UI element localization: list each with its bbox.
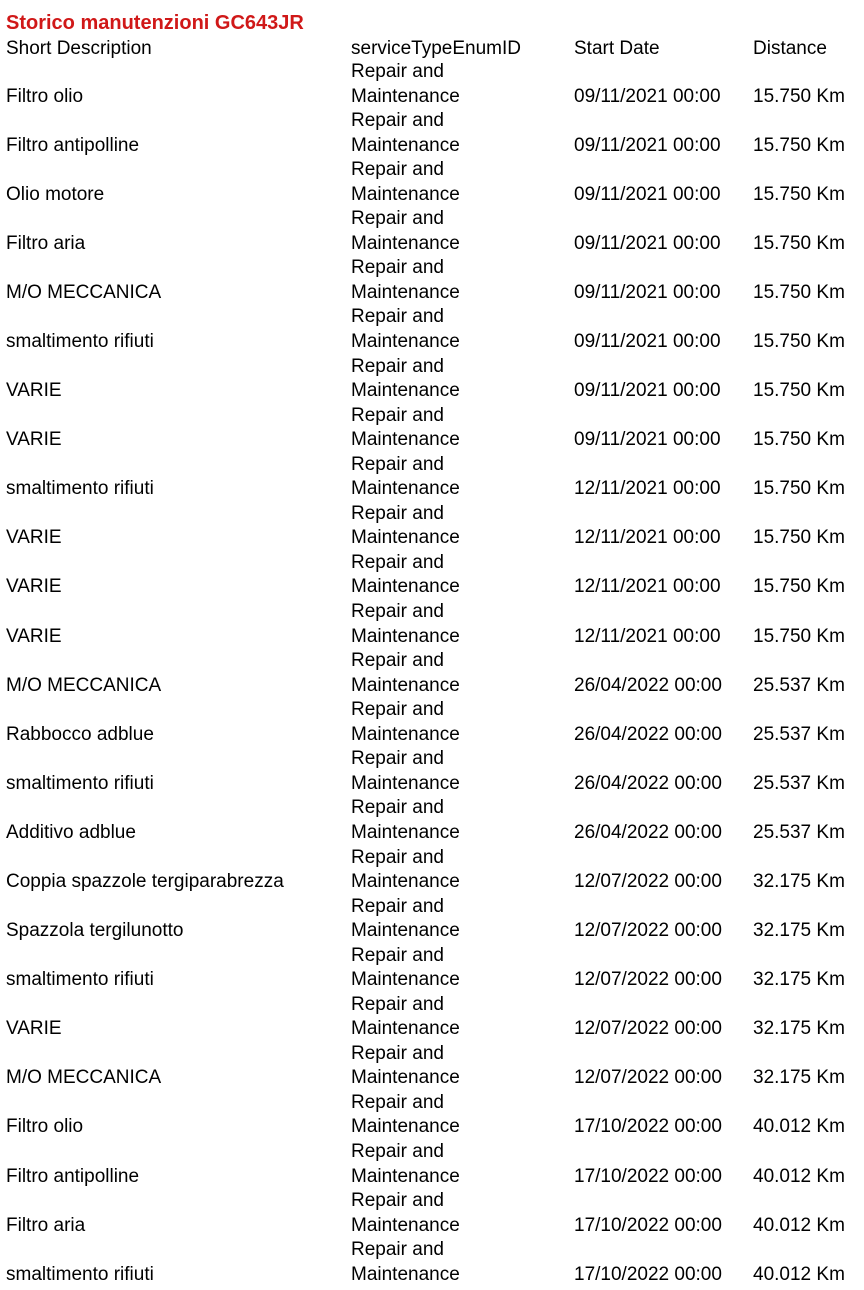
- short-description-cell: Filtro antipolline: [6, 134, 140, 156]
- report-title: Storico manutenzioni GC643JR: [6, 12, 304, 34]
- table-row: [0, 60, 864, 109]
- table-row: [0, 502, 864, 551]
- service-type-line-2: Maintenance: [351, 183, 460, 205]
- distance-cell: 32.175 Km: [753, 871, 845, 892]
- distance-cell: 25.537 Km: [753, 674, 845, 696]
- service-type-cell: [351, 993, 460, 1042]
- start-date-cell: 09/11/2021 00:00: [574, 380, 721, 402]
- short-description-cell: VARIE: [6, 429, 62, 451]
- short-description-cell: smaltimento rifiuti: [6, 330, 154, 352]
- service-type-line-1: Repair and: [351, 797, 444, 819]
- start-date-cell: 09/11/2021 00:00: [574, 429, 721, 451]
- short-description-cell: Coppia spazzole tergiparabrezza: [6, 871, 284, 892]
- service-type-line-2: Maintenance: [351, 969, 460, 991]
- service-type-line-2: Maintenance: [351, 134, 460, 156]
- start-date-cell: 09/11/2021 00:00: [574, 330, 721, 352]
- start-date-cell: 17/10/2022 00:00: [574, 1165, 722, 1187]
- short-description-cell: Filtro aria: [6, 232, 86, 254]
- distance-cell: 32.175 Km: [753, 969, 845, 991]
- service-type-line-1: Repair and: [351, 944, 444, 966]
- table-row: [0, 305, 864, 354]
- service-type-cell: [351, 60, 460, 109]
- service-type-cell: [351, 600, 460, 649]
- distance-cell: 15.750 Km: [753, 380, 845, 402]
- short-description-cell: Filtro olio: [6, 85, 84, 107]
- start-date-cell: 17/10/2022 00:00: [574, 1214, 722, 1236]
- service-type-line-2: Maintenance: [351, 1018, 460, 1040]
- start-date-cell: 12/11/2021 00:00: [574, 576, 721, 598]
- distance-cell: 15.750 Km: [753, 85, 845, 107]
- short-description-cell: M/O MECCANICA: [6, 281, 162, 303]
- short-description-cell: VARIE: [6, 1018, 62, 1040]
- service-type-line-2: Maintenance: [351, 85, 460, 107]
- start-date-cell: 12/11/2021 00:00: [574, 625, 721, 647]
- service-type-line-1: Repair and: [351, 110, 444, 132]
- service-type-line-1: Repair and: [351, 748, 444, 770]
- service-type-cell: [351, 502, 460, 551]
- service-type-cell: [351, 796, 460, 845]
- table-row: [0, 993, 864, 1042]
- table-row: [0, 698, 864, 747]
- column-header-start-date: Start Date: [574, 38, 660, 59]
- start-date-cell: 12/07/2022 00:00: [574, 1067, 722, 1089]
- short-description-cell: Spazzola tergilunotto: [6, 920, 184, 942]
- start-date-cell: 26/04/2022 00:00: [574, 723, 722, 745]
- service-type-cell: [351, 1238, 460, 1287]
- service-type-line-1: Repair and: [351, 1190, 444, 1212]
- short-description-cell: Additivo adblue: [6, 821, 136, 843]
- service-type-line-2: Maintenance: [351, 1165, 460, 1187]
- table-row: [0, 895, 864, 944]
- distance-cell: 32.175 Km: [753, 920, 845, 942]
- service-type-cell: [351, 1189, 460, 1238]
- table-row: [0, 747, 864, 796]
- start-date-cell: 09/11/2021 00:00: [574, 134, 721, 156]
- distance-cell: 15.750 Km: [753, 232, 845, 254]
- table-row: [0, 109, 864, 158]
- start-date-cell: 09/11/2021 00:00: [574, 85, 721, 107]
- table-row: [0, 404, 864, 453]
- service-type-line-1: Repair and: [351, 1141, 444, 1163]
- maintenance-table-body: [0, 60, 864, 1287]
- short-description-cell: VARIE: [6, 380, 62, 402]
- service-type-cell: [351, 1042, 460, 1091]
- service-type-cell: [351, 944, 460, 993]
- service-type-line-1: Repair and: [351, 257, 444, 279]
- start-date-cell: 26/04/2022 00:00: [574, 821, 722, 843]
- short-description-cell: Olio motore: [6, 183, 105, 205]
- table-row: [0, 453, 864, 502]
- service-type-cell: [351, 551, 460, 600]
- service-type-line-2: Maintenance: [351, 821, 460, 843]
- service-type-cell: [351, 404, 460, 453]
- short-description-cell: smaltimento rifiuti: [6, 772, 154, 794]
- service-type-line-1: Repair and: [351, 1239, 444, 1261]
- table-row: [0, 1140, 864, 1189]
- service-type-line-2: Maintenance: [351, 625, 460, 647]
- distance-cell: 32.175 Km: [753, 1018, 845, 1040]
- short-description-cell: Filtro antipolline: [6, 1165, 140, 1187]
- start-date-cell: 17/10/2022 00:00: [574, 1263, 722, 1285]
- distance-cell: 25.537 Km: [753, 772, 845, 794]
- distance-cell: 15.750 Km: [753, 478, 845, 500]
- service-type-line-1: Repair and: [351, 61, 444, 82]
- start-date-cell: 12/11/2021 00:00: [574, 527, 721, 549]
- service-type-line-1: Repair and: [351, 404, 444, 426]
- distance-cell: 15.750 Km: [753, 281, 845, 303]
- service-type-line-1: Repair and: [351, 650, 444, 672]
- service-type-cell: [351, 649, 460, 698]
- service-type-line-2: Maintenance: [351, 920, 460, 942]
- table-row: [0, 1091, 864, 1140]
- short-description-cell: Filtro olio: [6, 1116, 84, 1138]
- start-date-cell: 09/11/2021 00:00: [574, 281, 721, 303]
- distance-cell: 15.750 Km: [753, 576, 845, 598]
- service-type-line-2: Maintenance: [351, 772, 460, 794]
- service-type-line-2: Maintenance: [351, 429, 460, 451]
- table-row: [0, 796, 864, 845]
- service-type-cell: [351, 158, 460, 207]
- distance-cell: 40.012 Km: [753, 1263, 845, 1285]
- table-row: [0, 207, 864, 256]
- table-row: [0, 649, 864, 698]
- service-type-line-1: Repair and: [351, 699, 444, 721]
- service-type-cell: [351, 305, 460, 354]
- service-type-line-1: Repair and: [351, 208, 444, 230]
- table-row: [0, 551, 864, 600]
- short-description-cell: Filtro aria: [6, 1214, 86, 1236]
- service-type-cell: [351, 453, 460, 502]
- short-description-cell: VARIE: [6, 527, 62, 549]
- distance-cell: 40.012 Km: [753, 1214, 845, 1236]
- table-row: [0, 355, 864, 404]
- start-date-cell: 12/07/2022 00:00: [574, 920, 722, 942]
- service-type-line-1: Repair and: [351, 1042, 444, 1064]
- distance-cell: 40.012 Km: [753, 1165, 845, 1187]
- short-description-cell: smaltimento rifiuti: [6, 969, 154, 991]
- short-description-cell: smaltimento rifiuti: [6, 478, 154, 500]
- service-type-line-2: Maintenance: [351, 1116, 460, 1138]
- table-row: [0, 158, 864, 207]
- table-row: [0, 600, 864, 649]
- service-type-cell: [351, 698, 460, 747]
- service-type-cell: [351, 846, 460, 895]
- service-type-line-2: Maintenance: [351, 871, 460, 892]
- service-type-cell: [351, 1140, 460, 1189]
- service-type-line-2: Maintenance: [351, 576, 460, 598]
- start-date-cell: 12/07/2022 00:00: [574, 969, 722, 991]
- distance-cell: 25.537 Km: [753, 821, 845, 843]
- service-type-line-2: Maintenance: [351, 674, 460, 696]
- service-type-line-2: Maintenance: [351, 478, 460, 500]
- table-row: [0, 944, 864, 993]
- service-type-line-1: Repair and: [351, 846, 444, 868]
- service-type-line-2: Maintenance: [351, 1263, 460, 1285]
- service-type-line-2: Maintenance: [351, 380, 460, 402]
- service-type-line-2: Maintenance: [351, 723, 460, 745]
- service-type-line-2: Maintenance: [351, 281, 460, 303]
- short-description-cell: VARIE: [6, 576, 62, 598]
- service-type-line-1: Repair and: [351, 993, 444, 1015]
- distance-cell: 15.750 Km: [753, 330, 845, 352]
- distance-cell: 40.012 Km: [753, 1116, 845, 1138]
- service-type-line-2: Maintenance: [351, 1067, 460, 1089]
- service-type-line-2: Maintenance: [351, 232, 460, 254]
- start-date-cell: 17/10/2022 00:00: [574, 1116, 722, 1138]
- start-date-cell: 09/11/2021 00:00: [574, 232, 721, 254]
- column-header-short-description: Short Description: [6, 38, 152, 59]
- distance-cell: 25.537 Km: [753, 723, 845, 745]
- distance-cell: 15.750 Km: [753, 134, 845, 156]
- service-type-cell: [351, 207, 460, 256]
- service-type-line-1: Repair and: [351, 895, 444, 917]
- service-type-cell: [351, 747, 460, 796]
- distance-cell: 15.750 Km: [753, 625, 845, 647]
- service-type-cell: [351, 1091, 460, 1140]
- short-description-cell: Rabbocco adblue: [6, 723, 154, 745]
- column-header-service-type: serviceTypeEnumID: [351, 38, 522, 59]
- short-description-cell: VARIE: [6, 625, 62, 647]
- service-type-line-1: Repair and: [351, 453, 444, 475]
- service-type-line-1: Repair and: [351, 355, 444, 377]
- start-date-cell: 12/07/2022 00:00: [574, 1018, 722, 1040]
- start-date-cell: 26/04/2022 00:00: [574, 772, 722, 794]
- service-type-line-1: Repair and: [351, 551, 444, 573]
- service-type-line-1: Repair and: [351, 1091, 444, 1113]
- table-header: [0, 37, 864, 61]
- start-date-cell: 09/11/2021 00:00: [574, 183, 721, 205]
- service-type-line-1: Repair and: [351, 306, 444, 328]
- table-row: [0, 1042, 864, 1091]
- table-row: [0, 256, 864, 305]
- service-type-line-2: Maintenance: [351, 1214, 460, 1236]
- service-type-line-1: Repair and: [351, 159, 444, 181]
- distance-cell: 32.175 Km: [753, 1067, 845, 1089]
- table-row: [0, 846, 864, 895]
- short-description-cell: smaltimento rifiuti: [6, 1263, 154, 1285]
- service-type-line-1: Repair and: [351, 601, 444, 623]
- table-row: [0, 1189, 864, 1238]
- start-date-cell: 26/04/2022 00:00: [574, 674, 722, 696]
- start-date-cell: 12/07/2022 00:00: [574, 871, 722, 892]
- service-type-cell: [351, 256, 460, 305]
- short-description-cell: M/O MECCANICA: [6, 674, 162, 696]
- distance-cell: 15.750 Km: [753, 527, 845, 549]
- table-row: [0, 1238, 864, 1287]
- service-type-line-2: Maintenance: [351, 527, 460, 549]
- service-type-line-1: Repair and: [351, 502, 444, 524]
- distance-cell: 15.750 Km: [753, 429, 845, 451]
- distance-cell: 15.750 Km: [753, 183, 845, 205]
- column-header-distance: Distance: [753, 38, 827, 59]
- service-type-cell: [351, 895, 460, 944]
- service-type-cell: [351, 109, 460, 158]
- short-description-cell: M/O MECCANICA: [6, 1067, 162, 1089]
- service-type-line-2: Maintenance: [351, 330, 460, 352]
- start-date-cell: 12/11/2021 00:00: [574, 478, 721, 500]
- service-type-cell: [351, 355, 460, 404]
